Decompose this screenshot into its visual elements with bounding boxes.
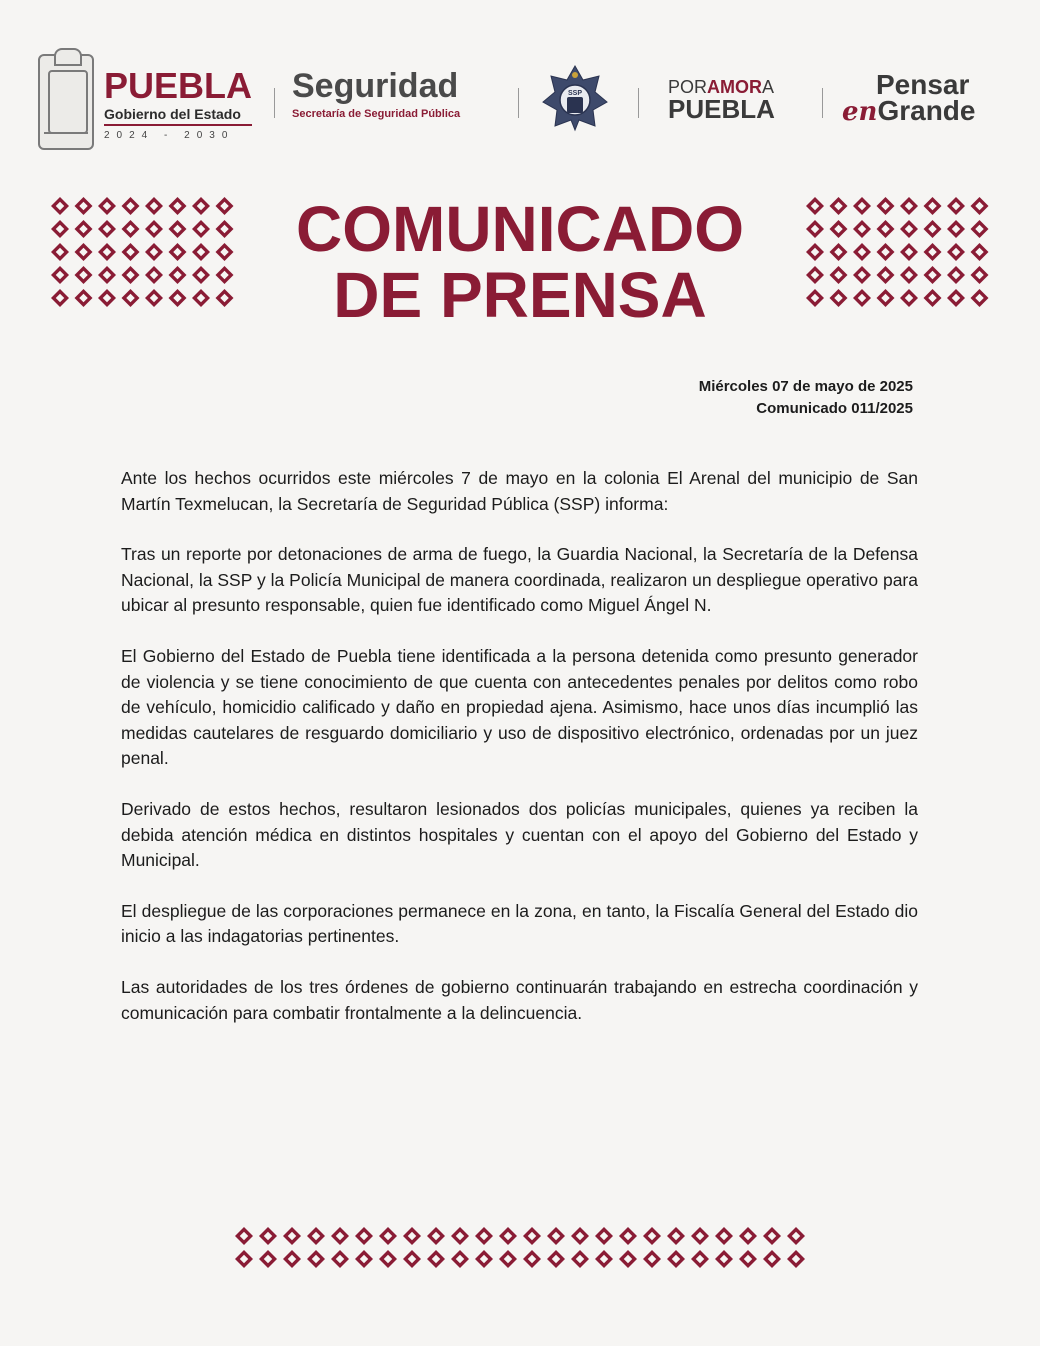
pattern-motif — [877, 266, 895, 284]
pattern-motif — [571, 1250, 589, 1268]
page-title-line1: COMUNICADO — [296, 193, 744, 265]
pattern-motif — [763, 1250, 781, 1268]
por-amor-a-puebla-logo — [668, 76, 775, 124]
pattern-motif — [235, 1227, 253, 1245]
logo-divider — [822, 88, 823, 118]
pattern-motif — [924, 243, 942, 261]
pattern-motif — [451, 1250, 469, 1268]
release-body — [121, 466, 918, 1051]
pattern-motif — [715, 1250, 733, 1268]
pattern-motif — [75, 289, 93, 307]
pattern-motif — [259, 1250, 277, 1268]
pattern-motif — [355, 1227, 373, 1245]
pattern-motif — [739, 1227, 757, 1245]
pattern-motif — [75, 197, 93, 215]
pattern-motif — [947, 266, 965, 284]
pattern-motif — [806, 197, 824, 215]
pattern-motif — [75, 220, 93, 238]
pattern-motif — [51, 197, 69, 215]
pattern-motif — [853, 197, 871, 215]
pattern-motif — [475, 1250, 493, 1268]
pattern-motif — [355, 1250, 373, 1268]
coat-of-arms-icon — [38, 54, 94, 150]
pattern-motif — [307, 1250, 325, 1268]
seguridad-logo-subtitle: Secretaría de Seguridad Pública — [292, 108, 461, 120]
seguridad-logo-title: Seguridad — [292, 67, 459, 105]
pattern-motif — [877, 220, 895, 238]
pattern-motif — [145, 197, 163, 215]
pattern-motif — [877, 243, 895, 261]
page-title — [240, 193, 800, 331]
pattern-motif — [216, 243, 234, 261]
pattern-motif — [98, 220, 116, 238]
pattern-motif — [853, 243, 871, 261]
seguridad-logo — [292, 68, 460, 120]
pattern-motif — [122, 243, 140, 261]
pattern-motif — [787, 1227, 805, 1245]
pattern-motif — [192, 197, 210, 215]
pattern-motif — [853, 266, 871, 284]
pattern-motif — [499, 1227, 517, 1245]
pattern-motif — [98, 243, 116, 261]
pattern-motif — [830, 289, 848, 307]
pattern-motif — [595, 1250, 613, 1268]
pattern-motif — [283, 1227, 301, 1245]
pattern-motif — [192, 266, 210, 284]
pattern-motif — [643, 1250, 661, 1268]
pattern-motif — [259, 1227, 277, 1245]
pattern-motif — [806, 266, 824, 284]
pattern-motif — [571, 1227, 589, 1245]
logo-divider — [638, 88, 639, 118]
pattern-motif — [145, 289, 163, 307]
pattern-motif — [900, 266, 918, 284]
body-paragraph: Ante los hechos ocurridos este miércoles 7 de mayo en la colonia El Arenal del municipio de San Martín Texmelucan, la Secretaría de Seguridad Pública (SSP) informa: — [121, 468, 918, 514]
pattern-motif — [51, 220, 69, 238]
pattern-motif — [169, 266, 187, 284]
pattern-motif — [900, 243, 918, 261]
release-meta — [699, 376, 913, 420]
pattern-motif — [51, 243, 69, 261]
pattern-motif — [169, 243, 187, 261]
release-number: Comunicado 011/2025 — [756, 400, 913, 417]
pattern-motif — [122, 220, 140, 238]
pattern-motif — [523, 1227, 541, 1245]
pattern-motif — [216, 266, 234, 284]
pattern-motif — [122, 197, 140, 215]
body-paragraph: Las autoridades de los tres órdenes de gobierno continuarán trabajando en estrecha coordinación y comunicación para combatir frontalmente a la delincuencia. — [121, 976, 918, 1023]
pensar-text: Pensar — [876, 69, 970, 100]
pattern-motif — [739, 1250, 757, 1268]
pattern-motif — [806, 289, 824, 307]
pattern-motif — [971, 197, 989, 215]
pattern-motif — [924, 197, 942, 215]
pattern-motif — [547, 1250, 565, 1268]
pattern-motif — [877, 197, 895, 215]
header-logos — [38, 54, 1002, 154]
pattern-motif — [830, 266, 848, 284]
pattern-motif — [403, 1227, 421, 1245]
pattern-motif — [51, 289, 69, 307]
police-star-badge-icon — [541, 64, 609, 132]
pattern-motif — [971, 289, 989, 307]
pattern-motif — [75, 266, 93, 284]
pattern-motif — [75, 243, 93, 261]
pattern-motif — [830, 220, 848, 238]
pattern-motif — [853, 289, 871, 307]
pattern-motif — [900, 220, 918, 238]
pattern-motif — [595, 1227, 613, 1245]
pattern-motif — [331, 1250, 349, 1268]
pattern-motif — [691, 1250, 709, 1268]
pattern-motif — [379, 1250, 397, 1268]
pattern-motif — [331, 1227, 349, 1245]
pattern-motif — [900, 289, 918, 307]
pensar-en-text: en — [842, 97, 878, 127]
puebla-logo-years: 2024 - 2030 — [104, 130, 235, 141]
pattern-motif — [947, 220, 965, 238]
pattern-motif — [122, 266, 140, 284]
pattern-motif — [235, 1250, 253, 1268]
por-amor-amor: AMOR — [707, 77, 763, 97]
pattern-motif — [98, 289, 116, 307]
logo-divider — [518, 88, 519, 118]
pattern-motif — [971, 220, 989, 238]
pattern-motif — [667, 1227, 685, 1245]
pattern-motif — [619, 1227, 637, 1245]
pattern-motif — [169, 197, 187, 215]
pattern-motif — [475, 1227, 493, 1245]
pattern-motif — [971, 266, 989, 284]
decorative-pattern-left — [50, 196, 236, 310]
pattern-motif — [403, 1250, 421, 1268]
pattern-motif — [619, 1250, 637, 1268]
pattern-motif — [806, 220, 824, 238]
pattern-motif — [216, 220, 234, 238]
page-title-line2: DE PRENSA — [333, 259, 707, 331]
body-paragraph: El Gobierno del Estado de Puebla tiene identificada a la persona detenida como presunto generador de violencia y se tiene conocimiento de que cuenta con antecedentes penales por delitos como robo de vehículo, homicidio calificado y daño en propiedad ajena. Asimismo, hace unos días incumplió las medidas cautelares de resguardo domiciliario y uso de dispositivo electrónico, ordenadas por un juez penal. — [121, 645, 918, 769]
pattern-motif — [145, 243, 163, 261]
pattern-motif — [427, 1250, 445, 1268]
pattern-motif — [122, 289, 140, 307]
pattern-motif — [145, 220, 163, 238]
release-date: Miércoles 07 de mayo de 2025 — [698, 378, 913, 395]
pattern-motif — [379, 1227, 397, 1245]
por-amor-puebla: PUEBLA — [668, 94, 775, 124]
pattern-motif — [971, 243, 989, 261]
pensar-grande-text: Grande — [877, 95, 976, 126]
pattern-motif — [451, 1227, 469, 1245]
pattern-motif — [51, 266, 69, 284]
pattern-motif — [192, 289, 210, 307]
pattern-motif — [853, 220, 871, 238]
por-amor-por: POR — [668, 77, 708, 97]
pattern-motif — [947, 243, 965, 261]
decorative-pattern-right — [805, 196, 991, 310]
pattern-motif — [98, 197, 116, 215]
puebla-logo — [104, 65, 253, 141]
decorative-pattern-bottom — [234, 1226, 808, 1272]
puebla-logo-subtitle: Gobierno del Estado — [104, 106, 252, 126]
pattern-motif — [216, 289, 234, 307]
pattern-motif — [643, 1227, 661, 1245]
pattern-motif — [667, 1250, 685, 1268]
logo-divider — [274, 88, 275, 118]
pattern-motif — [192, 243, 210, 261]
pattern-motif — [787, 1250, 805, 1268]
pattern-motif — [216, 197, 234, 215]
pattern-motif — [283, 1250, 301, 1268]
pattern-motif — [307, 1227, 325, 1245]
pattern-motif — [924, 266, 942, 284]
pattern-motif — [145, 266, 163, 284]
por-amor-a: A — [762, 77, 775, 97]
pensar-en-grande-logo — [842, 69, 976, 127]
pattern-motif — [169, 220, 187, 238]
pattern-motif — [947, 289, 965, 307]
pattern-motif — [715, 1227, 733, 1245]
body-paragraph: Tras un reporte por detonaciones de arma de fuego, la Guardia Nacional, la Secretaría de la Defensa Nacional, la SSP y la Policía Municipal de manera coordinada, realizaron un despliegue operativo para ubicar al presunto responsable, quien fue identificado como Miguel Ángel N. — [121, 544, 918, 616]
pattern-motif — [523, 1250, 541, 1268]
ssp-badge-label: SSP — [567, 90, 583, 97]
pattern-motif — [499, 1250, 517, 1268]
pattern-motif — [877, 289, 895, 307]
pattern-motif — [806, 243, 824, 261]
pattern-motif — [830, 197, 848, 215]
pattern-motif — [924, 220, 942, 238]
body-paragraph: El despliegue de las corporaciones permanece en la zona, en tanto, la Fiscalía General del Estado dio inicio a las indagatorias pertinentes. — [121, 900, 918, 947]
pattern-motif — [691, 1227, 709, 1245]
pattern-motif — [427, 1227, 445, 1245]
pattern-motif — [830, 243, 848, 261]
pattern-motif — [763, 1227, 781, 1245]
pattern-motif — [947, 197, 965, 215]
pattern-motif — [169, 289, 187, 307]
pattern-motif — [98, 266, 116, 284]
pattern-motif — [924, 289, 942, 307]
pattern-motif — [547, 1227, 565, 1245]
body-paragraph: Derivado de estos hechos, resultaron lesionados dos policías municipales, quienes ya reciben la debida atención médica en distintos hospitales y cuentan con el apoyo del Gobierno del Estado y Municipal. — [121, 798, 918, 871]
puebla-logo-title: PUEBLA — [104, 65, 253, 106]
pattern-motif — [192, 220, 210, 238]
pattern-motif — [900, 197, 918, 215]
